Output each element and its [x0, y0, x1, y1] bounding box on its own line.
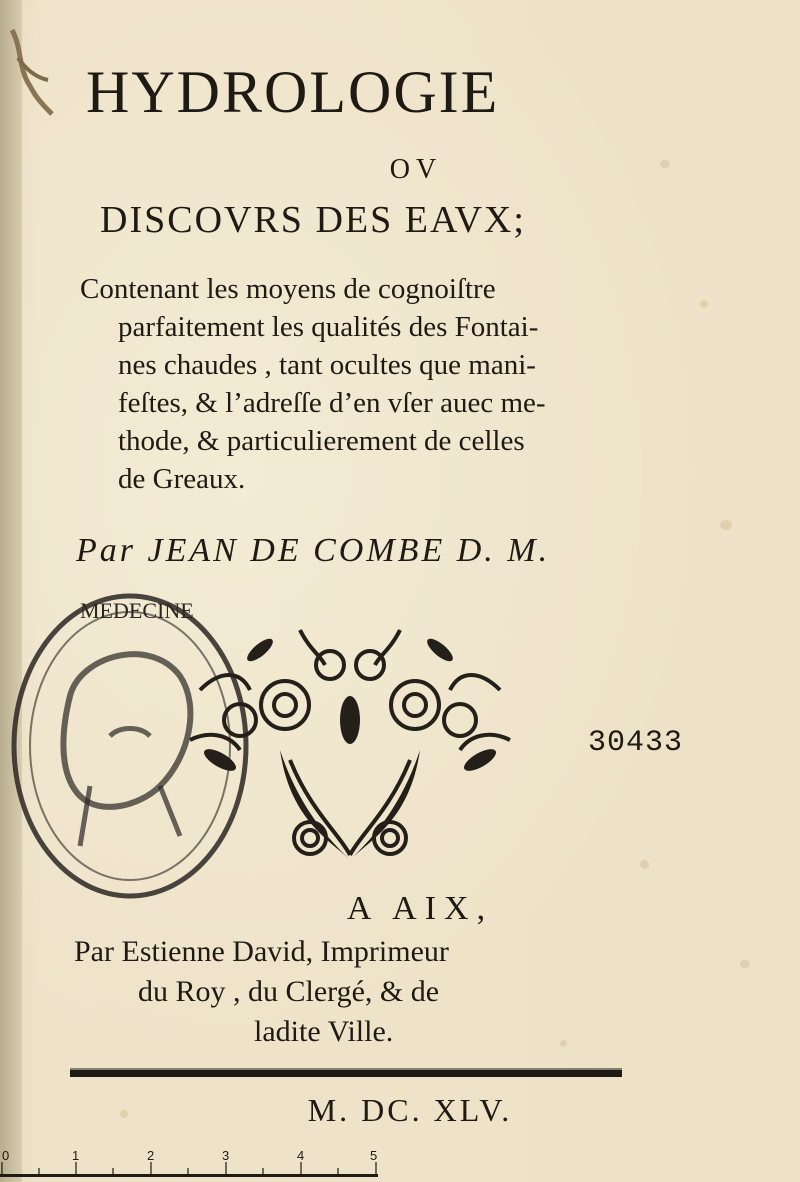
description-line: Contenant les moyens de cognoiſtre	[80, 273, 496, 305]
shelfmark-number: 30433	[588, 726, 684, 760]
title-connector: OV	[389, 154, 443, 185]
scale-label: 2	[147, 1148, 155, 1163]
measurement-scale	[0, 1148, 380, 1182]
stamp-text: MEDECINE	[80, 598, 194, 623]
description-block	[80, 270, 650, 498]
imprint-place: A AIX,	[346, 890, 494, 927]
binding-string	[8, 28, 56, 118]
author-line: Par JEAN DE COMBE D. M.	[76, 532, 551, 569]
ornamental-rule	[70, 1066, 622, 1082]
scale-label: 4	[297, 1148, 305, 1163]
book-title: HYDROLOGIE	[86, 59, 500, 125]
imprint-line: Par Estienne David, Imprimeur	[74, 935, 449, 968]
scale-label: 3	[222, 1148, 230, 1163]
book-subtitle: DISCOVRS DES EAVX;	[100, 199, 526, 241]
floral-ornament	[180, 610, 520, 880]
foxing-spot	[720, 520, 732, 530]
description-line: nes chaudes , tant ocultes que mani-	[118, 349, 536, 381]
description-line: thode, & particulierement de celles	[118, 425, 525, 457]
scale-label: 1	[72, 1148, 80, 1163]
imprint-line: ladite Ville.	[254, 1015, 394, 1048]
foxing-spot	[740, 960, 750, 968]
publication-date: M. DC. XLV.	[307, 1092, 513, 1128]
description-line: de Greaux.	[118, 463, 246, 495]
imprint-block	[74, 932, 449, 1052]
foxing-spot	[560, 1040, 567, 1047]
description-line: parfaitement les qualités des Fontai-	[118, 311, 539, 343]
scale-label: 5	[370, 1148, 378, 1163]
imprint-line: du Roy , du Clergé, & de	[138, 975, 440, 1008]
scale-label: 0	[2, 1148, 10, 1163]
foxing-spot	[700, 300, 708, 308]
foxing-spot	[640, 860, 649, 869]
description-line: feſtes, & l’adreſſe d’en vſer auec me-	[118, 387, 546, 419]
